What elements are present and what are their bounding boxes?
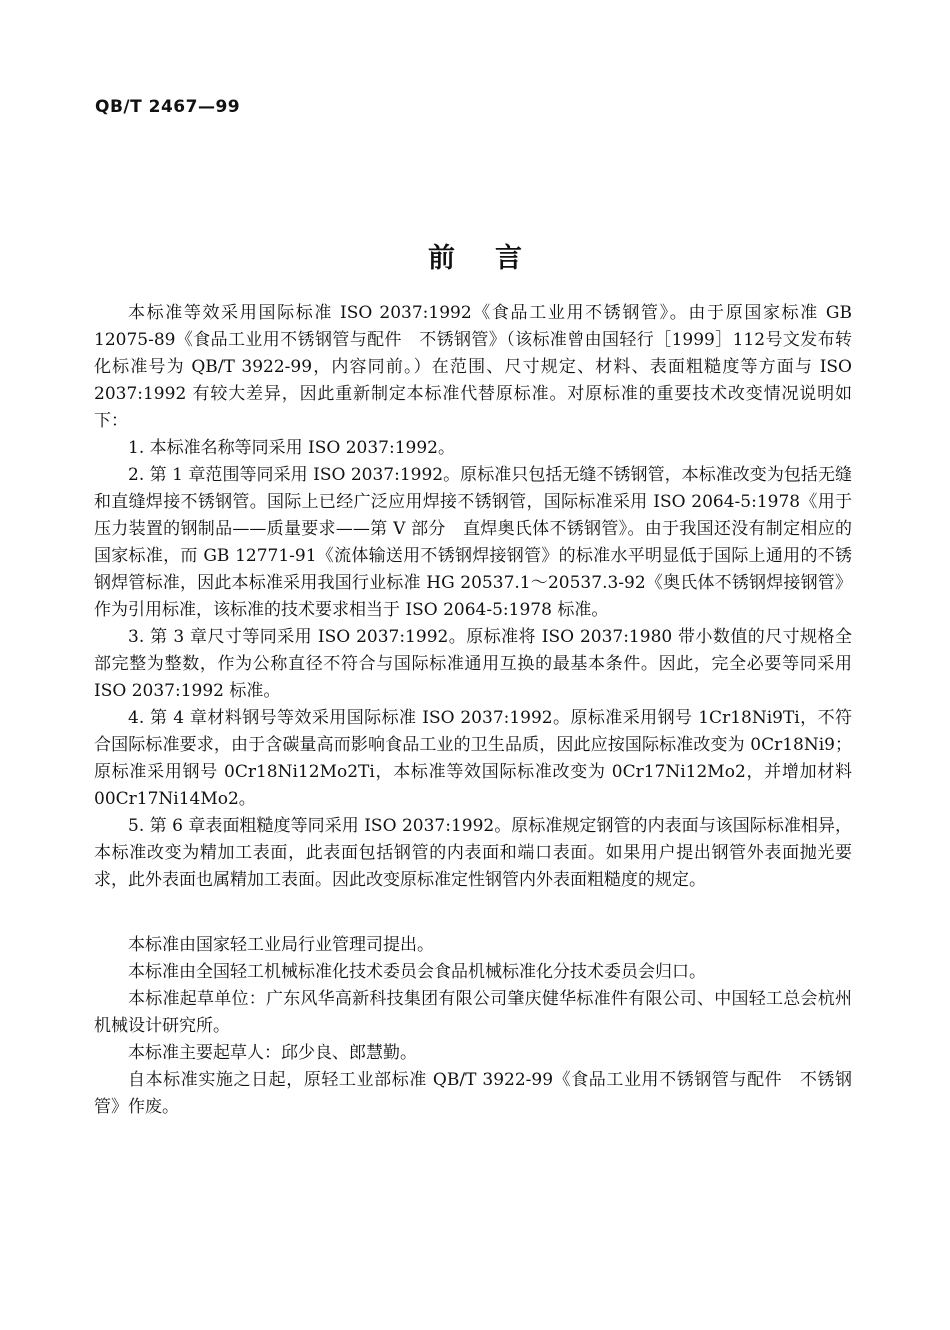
note-proposer: 本标准由国家轻工业局行业管理司提出。 xyxy=(128,935,434,955)
note-drafting-units: 本标准起草单位：广东风华高新科技集团有限公司肇庆健华标准件有限公司、中国轻工总会杭州机械设计研究所。 xyxy=(94,989,852,1036)
note-committee: 本标准由全国轻工机械标准化技术委员会食品机械标准化分技术委员会归口。 xyxy=(128,962,706,982)
note-drafters: 本标准主要起草人：邱少良、郎慧勤。 xyxy=(128,1043,417,1063)
change-item-3: 3. 第 3 章尺寸等同采用 ISO 2037:1992。原标准将 ISO 2037:1980 带小数值的尺寸规格全部完整为整数，作为公称直径不符合与国际标准通用互换的最基本条件。因此，完全必要等同采用 ISO 2037:1992 标准。 xyxy=(94,627,852,701)
standard-code: QB/T 2467—99 xyxy=(95,97,241,117)
section-gap xyxy=(94,894,852,932)
change-item-4: 4. 第 4 章材料钢号等效采用国际标准 ISO 2037:1992。原标准采用钢号 1Cr18Ni9Ti，不符合国际标准要求，由于含碳量高而影响食品工业的卫生品质，因此应按国际标准改变为 0Cr18Ni9；原标准采用钢号 0Cr18Ni12Mo2Ti，本标准等效国际标准改变为 0Cr17Ni12Mo2，并增加材料 00Cr17Ni14Mo2。 xyxy=(94,708,852,809)
note-abolition: 自本标准实施之日起，原轻工业部标准 QB/T 3922-99《食品工业用不锈钢管与配件 不锈钢管》作废。 xyxy=(94,1070,852,1117)
change-item-5: 5. 第 6 章表面粗糙度等同采用 ISO 2037:1992。原标准规定钢管的内表面与该国际标准相异，本标准改变为精加工表面，此表面包括钢管的内表面和端口表面。如果用户提出钢管外表面抛光要求，此外表面也属精加工表面。因此改变原标准定性钢管内外表面粗糙度的规定。 xyxy=(94,816,852,890)
page-title: 前言 xyxy=(428,243,562,274)
change-item-2: 2. 第 1 章范围等同采用 ISO 2037:1992。原标准只包括无缝不锈钢管，本标准改变为包括无缝和直缝焊接不锈钢管。国际上已经广泛应用焊接不锈钢管，国际标准采用 ISO 2064-5:1978《用于压力装置的钢制品——质量要求——第 V 部分 直焊奥氏体不锈钢管》。由于我国还没有制定相应的国家标准，而 GB 12771-91《流体输送用不锈钢焊接钢管》的标准水平明显低于国际上通用的不锈钢焊管标准，因此本标准采用我国行业标准 HG 20537.1～20537.3-92《奥氏体不锈钢焊接钢管》作为引用标准，该标准的技术要求相当于 ISO 2064-5:1978 标准。 xyxy=(94,465,852,620)
document-body xyxy=(94,300,852,1121)
intro-paragraph: 本标准等效采用国际标准 ISO 2037:1992《食品工业用不锈钢管》。由于原国家标准 GB 12075-89《食品工业用不锈钢管与配件 不锈钢管》（该标准曾由国轻行［1999］112号文发布转化标准号为 QB/T 3922-99，内容同前。）在范围、尺寸规定、材料、表面粗糙度等方面与 ISO 2037:1992 有较大差异，因此重新制定本标准代替原标准。对原标准的重要技术改变情况说明如下： xyxy=(94,303,852,431)
change-item-1: 1. 本标准名称等同采用 ISO 2037:1992。 xyxy=(128,438,455,458)
